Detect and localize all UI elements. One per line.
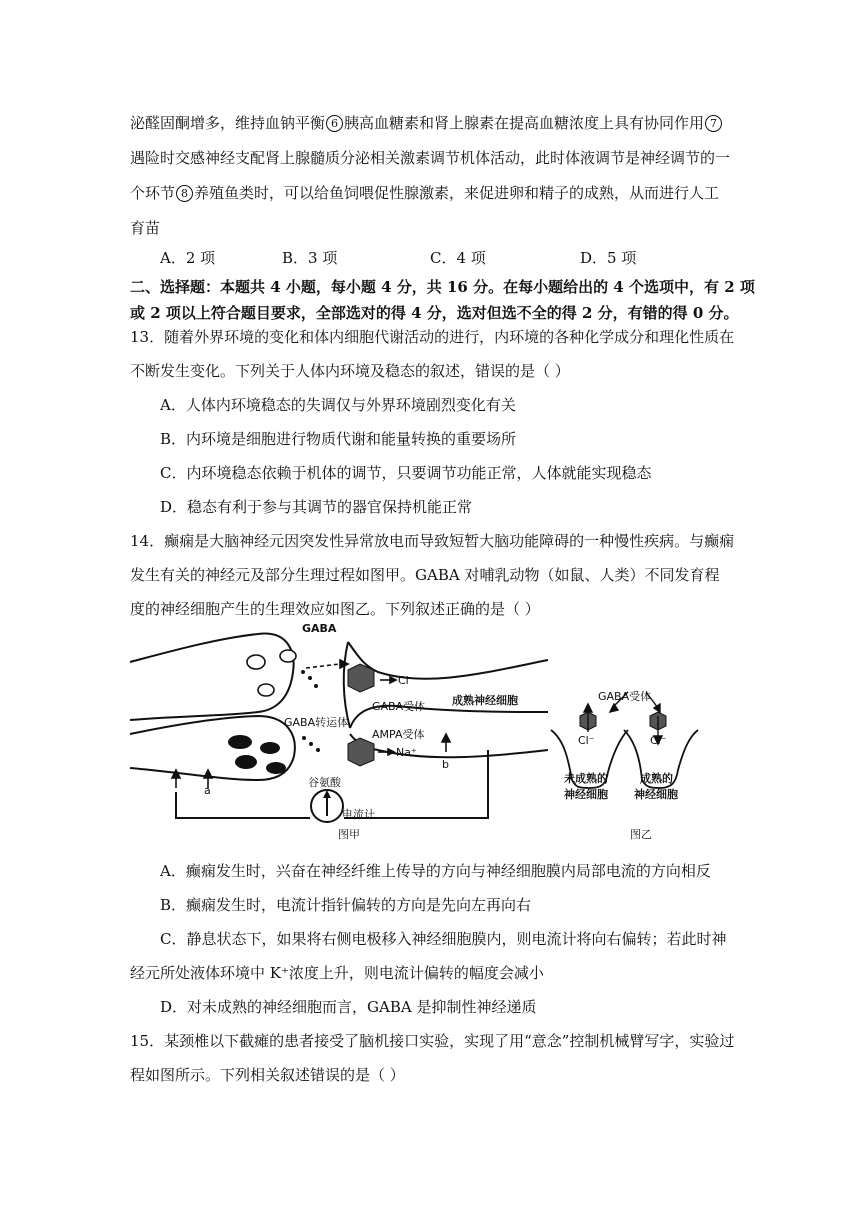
label-immature-neuron-2: 神经细胞: [564, 788, 608, 801]
text-segment: 养殖鱼类时，可以给鱼饲喂促性腺激素，来促进卵和精子的成熟，从而进行人工: [194, 184, 720, 202]
label-a: a: [204, 784, 211, 797]
q12-statement-line: [130, 112, 723, 133]
label-gaba-transporter: GABA转运体: [284, 716, 349, 729]
label-mature-neuron-2: 神经细胞: [634, 788, 678, 801]
q14-option-b: B．癫痫发生时，电流计指针偏转的方向是先向左再向右: [160, 896, 532, 914]
label-gaba-receptor: GABA受体: [372, 700, 426, 713]
circled-number: 8: [176, 185, 193, 202]
label-ampa-receptor: AMPA受体: [372, 728, 425, 741]
q12-option-b: B．3 项: [282, 249, 338, 267]
q14-option-c: C．静息状态下，如果将右侧电极移入神经细胞膜内，则电流计将向右偏转；若此时神: [160, 930, 727, 948]
section-heading: 二、选择题：本题共 4 小题，每小题 4 分，共 16 分。在每小题给出的 4 个选项中，有 2 项: [130, 278, 755, 296]
label-mature-neuron: 成熟神经细胞: [452, 694, 518, 707]
text-segment: 泌醛固酮增多，维持血钠平衡: [130, 114, 326, 132]
q13-option-c: C．内环境稳态依赖于机体的调节，只要调节功能正常，人体就能实现稳态: [160, 464, 652, 482]
caption-fig-jia: 图甲: [338, 828, 360, 841]
q14-option-c-continued: 经元所处液体环境中 K⁺浓度上升，则电流计偏转的幅度会减小: [130, 964, 544, 982]
circled-number: 6: [326, 115, 343, 132]
q13-option-d: D．稳态有利于参与其调节的器官保持机能正常: [160, 498, 473, 516]
q14-option-a: A．癫痫发生时，兴奋在神经纤维上传导的方向与神经细胞膜内局部电流的方向相反: [160, 862, 711, 880]
neuron-diagram: [128, 612, 708, 852]
label-cl-yi-2: Cl⁻: [650, 734, 667, 747]
label-gaba-receptor-yi: GABA受体: [598, 690, 652, 703]
q13-stem: 13．随着外界环境的变化和体内细胞代谢活动的进行，内环境的各种化学成分和理化性质在: [130, 328, 735, 346]
label-glutamate: 谷氨酸: [308, 776, 341, 789]
q14-option-d: D．对未成熟的神经细胞而言，GABA 是抑制性神经递质: [160, 998, 537, 1016]
label-galvanometer: 电流计: [342, 808, 375, 821]
label-na: Na⁺: [396, 746, 417, 759]
label-cl-yi-1: Cl⁻: [578, 734, 595, 747]
q14-stem: 度的神经细胞产生的生理效应如图乙。下列叙述正确的是（ ）: [130, 600, 540, 618]
text-segment: 个环节: [130, 184, 176, 202]
circled-number: 7: [705, 115, 722, 132]
q14-stem: 发生有关的神经元及部分生理过程如图甲。GABA 对哺乳动物（如鼠、人类）不同发育程: [130, 566, 720, 584]
text-segment: 胰高血糖素和肾上腺素在提高血糖浓度上具有协同作用: [344, 114, 705, 132]
q12-option-c: C．4 项: [430, 249, 486, 267]
q12-option-d: D．5 项: [580, 249, 637, 267]
q14-stem: 14．癫痫是大脑神经元因突发性异常放电而导致短暂大脑功能障碍的一种慢性疾病。与癫痫: [130, 532, 735, 550]
q13-stem: 不断发生变化。下列关于人体内环境及稳态的叙述，错误的是（ ）: [130, 362, 570, 380]
label-gaba: GABA: [302, 622, 337, 635]
label-mature-neuron-1: 成熟的: [640, 772, 673, 785]
q12-statement-line: 育苗: [130, 219, 161, 237]
label-cl: Cl⁻: [398, 674, 415, 687]
caption-fig-yi: 图乙: [630, 828, 652, 841]
section-heading: 或 2 项以上符合题目要求，全部选对的得 4 分，选对但选不全的得 2 分，有错的得 0 分。: [130, 304, 739, 322]
q15-stem: 15．某颈椎以下截瘫的患者接受了脑机接口实验，实现了用“意念”控制机械臂写字，实验过: [130, 1032, 735, 1050]
q15-stem: 程如图所示。下列相关叙述错误的是（ ）: [130, 1066, 405, 1084]
q12-option-a: A．2 项: [160, 249, 216, 267]
q12-statement-line: 遇险时交感神经支配肾上腺髓质分泌相关激素调节机体活动，此时体液调节是神经调节的一: [130, 149, 731, 167]
q13-option-b: B．内环境是细胞进行物质代谢和能量转换的重要场所: [160, 430, 517, 448]
q13-option-a: A．人体内环境稳态的失调仅与外界环境剧烈变化有关: [160, 396, 516, 414]
q12-statement-line: [130, 182, 719, 203]
label-immature-neuron-1: 未成熟的: [564, 772, 608, 785]
label-b: b: [442, 758, 449, 771]
